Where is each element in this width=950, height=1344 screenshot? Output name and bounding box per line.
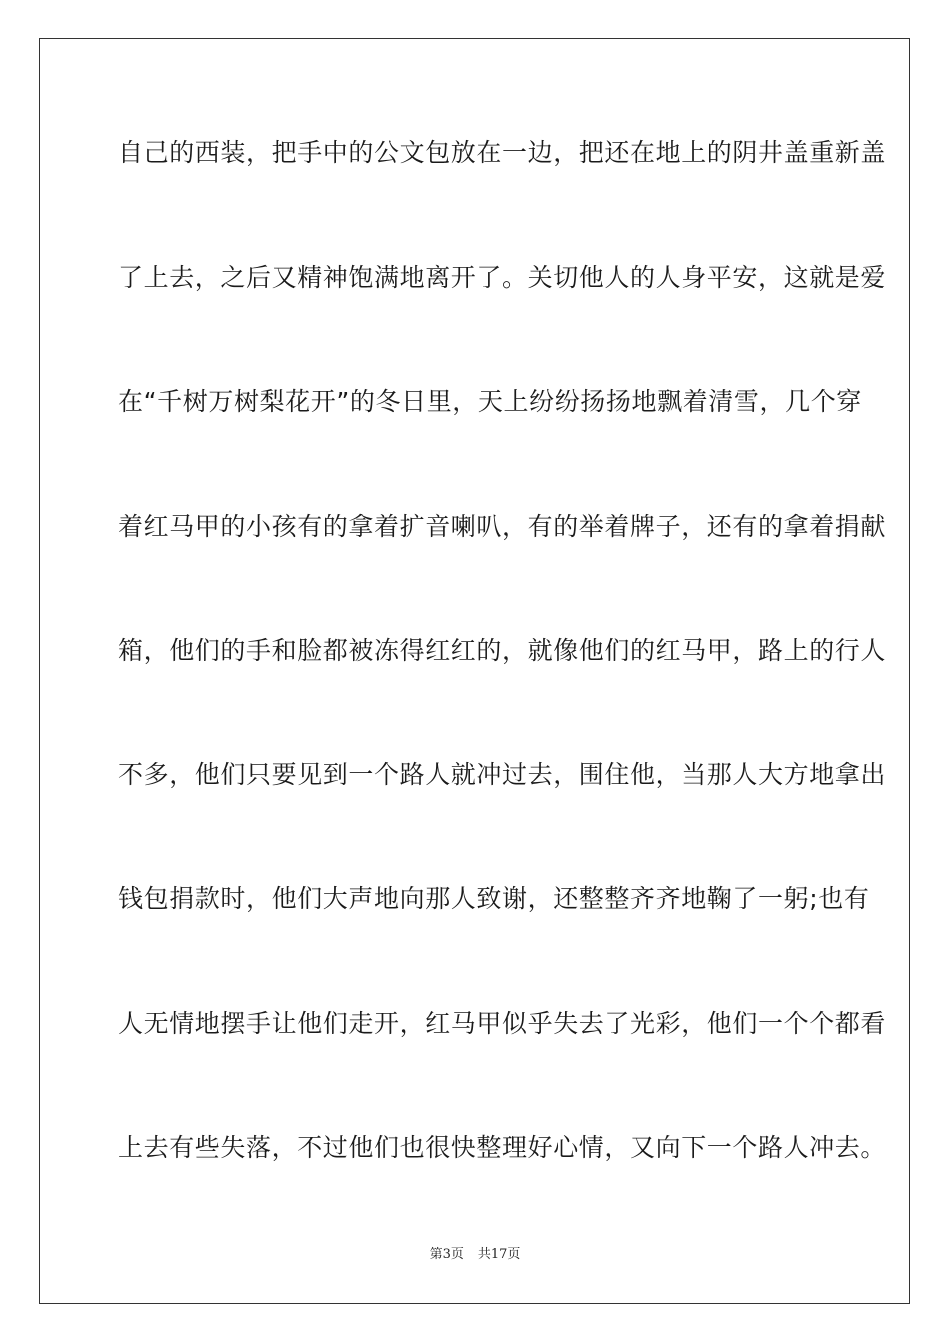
paragraph-line-5: 箱，他们的手和脸都被冻得红红的，就像他们的红马甲，路上的行人 [118,636,887,665]
paragraph-line-9: 上去有些失落，不过他们也很快整理好心情，又向下一个路人冲去。 [118,1133,887,1162]
paragraph-line-7: 钱包捐款时，他们大声地向那人致谢，还整整齐齐地鞠了一躬;也有 [118,884,870,913]
page-number: 第3页 [429,1247,464,1262]
paragraph-line-3: 在“千树万树梨花开”的冬日里，天上纷纷扬扬地飘着清雪，几个穿 [118,387,862,416]
page-border [39,38,910,1304]
page-total: 共17页 [477,1247,521,1262]
paragraph-line-8: 人无情地摆手让他们走开，红马甲似乎失去了光彩，他们一个个都看 [118,1009,887,1038]
paragraph-line-2: 了上去，之后又精神饱满地离开了。关切他人的人身平安，这就是爱 [118,263,887,292]
paragraph-line-1: 自己的西装，把手中的公文包放在一边，把还在地上的阴井盖重新盖 [118,138,887,167]
page-footer [0,1246,950,1264]
paragraph-line-4: 着红马甲的小孩有的拿着扩音喇叭，有的举着牌子，还有的拿着捐献 [118,512,887,541]
paragraph-line-6: 不多，他们只要见到一个路人就冲过去，围住他，当那人大方地拿出 [118,760,887,789]
